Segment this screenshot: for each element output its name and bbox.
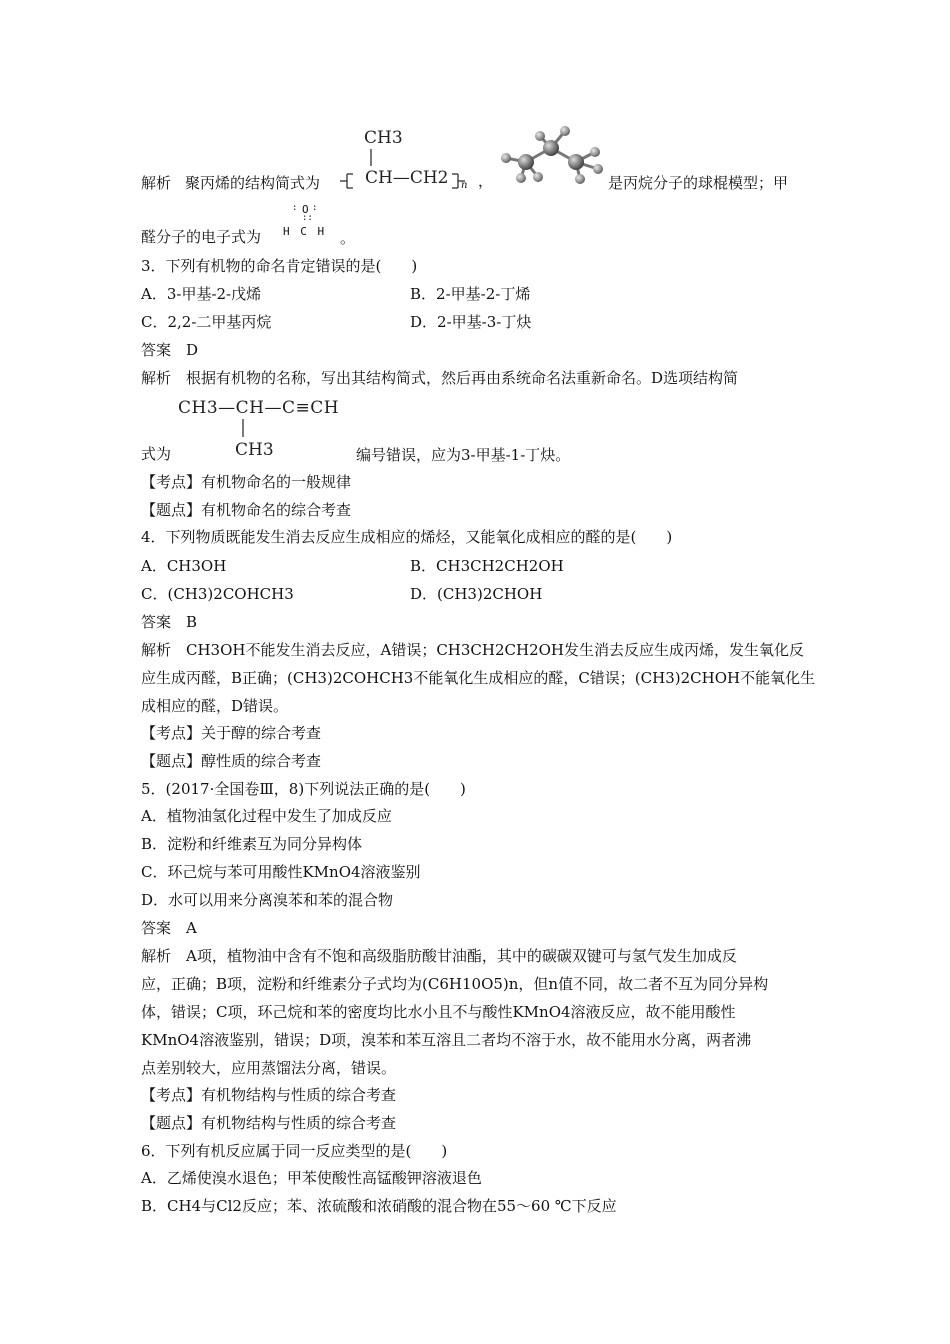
q5-analysis-line4: KMnO4溶液鉴别，错误；D项，溴苯和苯互溶且二者均不溶于水，故不能用水分离，两者沸	[141, 1031, 752, 1049]
q5-answer: 答案 A	[141, 919, 197, 937]
electron-formula: O : : :: H C H	[283, 203, 327, 238]
q3-option-b: B．2-甲基-2-丁烯	[410, 285, 531, 303]
q3-analysis-line2a: 式为	[141, 445, 172, 463]
q3-tidian: 【题点】有机物命名的综合考查	[141, 501, 352, 519]
q5-analysis-line3: 体，错误；C项，环己烷和苯的密度均比水小且不与酸性KMnO4溶液反应，故不能用酸性	[141, 1003, 736, 1021]
period: 。	[340, 229, 356, 247]
electron-hch: H C H	[283, 225, 327, 238]
q3-option-d: D．2-甲基-3-丁炔	[410, 313, 532, 331]
analysis-text: 聚丙烯的结构简式为	[185, 174, 321, 192]
q3-kaodian: 【考点】有机物命名的一般规律	[141, 473, 352, 491]
q4-analysis-line2: 应生成丙醛，B正确；(CH3)2COHCH3不能氧化生成相应的醛，C错误；(CH3)2CHOH不能氧化生	[141, 669, 816, 687]
q5-option-d: D．水可以用来分离溴苯和苯的混合物	[141, 891, 394, 909]
q2-analysis-line1-end: 是丙烷分子的球棍模型；甲	[608, 174, 789, 192]
q5-stem: 5．(2017·全国卷Ⅲ，8)下列说法正确的是( )	[141, 780, 466, 798]
q4-option-c: C．(CH3)2COHCH3	[141, 585, 294, 603]
q4-stem: 4．下列物质既能发生消去反应生成相应的烯烃，又能氧化成相应的醛的是( )	[141, 528, 673, 546]
q4-option-d: D．(CH3)2CHOH	[410, 585, 543, 603]
q5-analysis-line1: 解析 A项，植物油中含有不饱和高级脂肪酸甘油酯，其中的碳碳双键可与氢气发生加成反	[141, 947, 737, 965]
q6-option-b: B．CH4与Cl2反应；苯、浓硫酸和浓硝酸的混合物在55～60 ℃下反应	[141, 1197, 617, 1215]
q5-tidian: 【题点】有机物结构与性质的综合考查	[141, 1114, 397, 1132]
polymer-chain: CH—CH2	[365, 168, 449, 188]
polymer-ch3: CH3	[364, 128, 403, 148]
comma: ，	[478, 172, 494, 190]
q3-answer: 答案 D	[141, 341, 199, 359]
q5-option-a: A．植物油氢化过程中发生了加成反应	[141, 807, 392, 825]
q4-option-a: A．CH3OH	[141, 557, 227, 575]
q4-answer: 答案 B	[141, 613, 198, 631]
q3-option-c: C．2,2-二甲基丙烷	[141, 313, 272, 331]
q3-formula-bond	[0, 0, 950, 500]
q2-analysis-line2: 醛分子的电子式为	[141, 228, 262, 246]
q3-option-a: A．3-甲基-2-戊烯	[141, 285, 262, 303]
electron-o: O	[302, 203, 309, 216]
q3-analysis-line2b: 编号错误，应为3-甲基-1-丁炔。	[356, 446, 571, 464]
q4-tidian: 【题点】醇性质的综合考查	[141, 752, 322, 770]
q4-kaodian: 【考点】关于醇的综合考查	[141, 724, 322, 742]
q3-formula-main: CH3—CH—C≡CH	[178, 398, 340, 418]
q3-formula-branch: CH3	[235, 440, 274, 460]
q5-analysis-line5: 点差别较大，应用蒸馏法分离，错误。	[141, 1059, 397, 1077]
analysis-label: 解析	[141, 174, 172, 192]
q6-option-a: A．乙烯使溴水退色；甲苯使酸性高锰酸钾溶液退色	[141, 1169, 482, 1187]
q5-option-b: B．淀粉和纤维素互为同分异构体	[141, 835, 363, 853]
q4-option-b: B．CH3CH2CH2OH	[410, 557, 564, 575]
q5-option-c: C．环己烷与苯可用酸性KMnO4溶液鉴别	[141, 863, 421, 881]
q3-analysis-line1: 解析 根据有机物的名称，写出其结构简式，然后再由系统命名法重新命名。D选项结构简	[141, 369, 739, 387]
q3-stem: 3．下列有机物的命名肯定错误的是( )	[141, 257, 418, 275]
q5-analysis-line2: 应，正确；B项，淀粉和纤维素分子式均为(C6H10O5)n，但n值不同，故二者不互为同分异构	[141, 975, 769, 993]
q4-analysis-line3: 成相应的醛，D错误。	[141, 697, 289, 715]
polymer-n: n	[461, 180, 468, 191]
q4-analysis-line1: 解析 CH3OH不能发生消去反应，A错误；CH3CH2CH2OH发生消去反应生成丙烯，发生氧化反	[141, 641, 804, 659]
q6-stem: 6．下列有机反应属于同一反应类型的是( )	[141, 1142, 448, 1160]
q5-kaodian: 【考点】有机物结构与性质的综合考查	[141, 1086, 397, 1104]
